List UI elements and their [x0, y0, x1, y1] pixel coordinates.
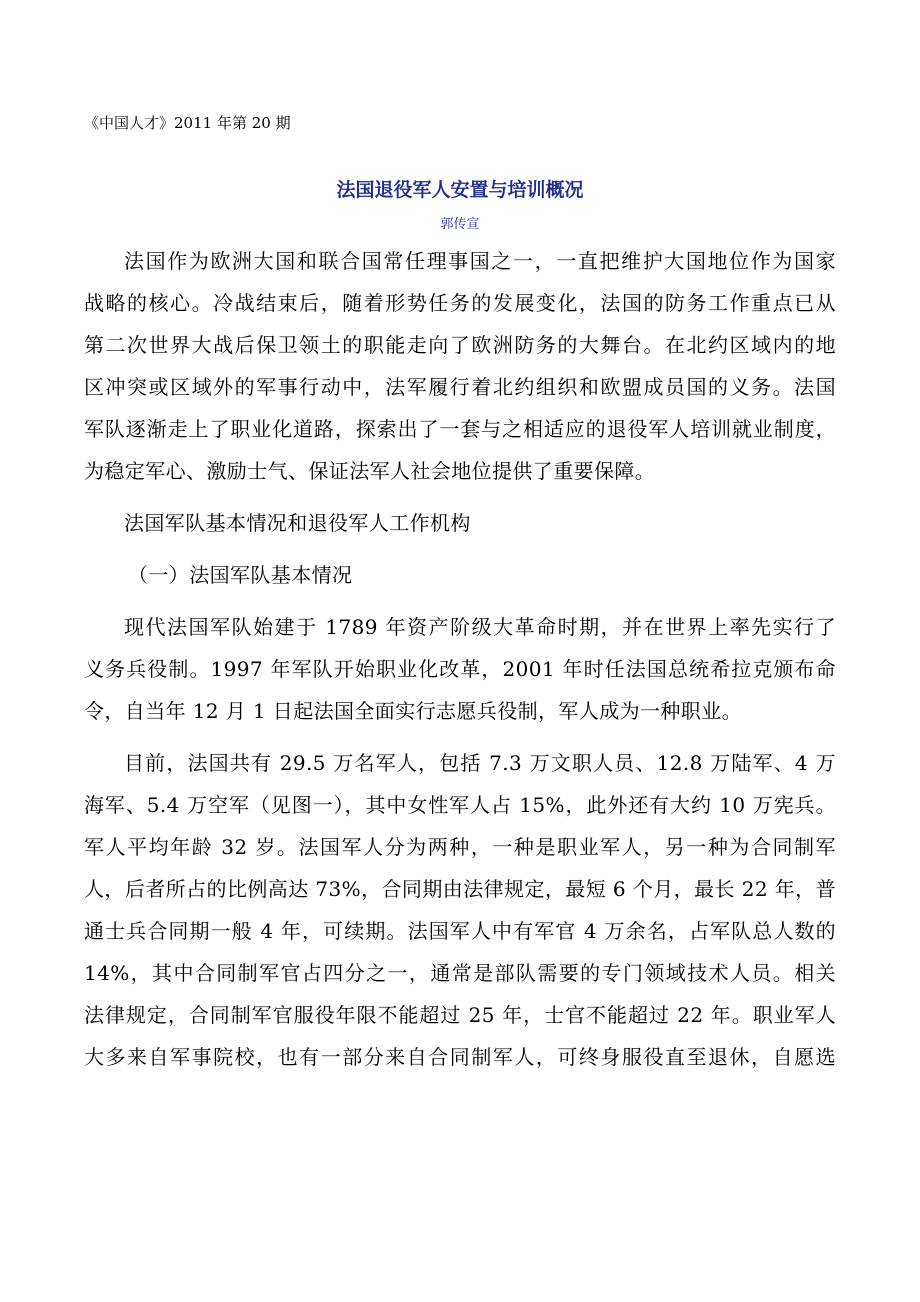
source-citation: 《中国人才》2011 年第 20 期	[84, 114, 291, 132]
subsection-heading	[84, 554, 836, 606]
paragraph-history	[84, 606, 836, 732]
text-line: 第二次世界大战后保卫领土的职能走向了欧洲防务的大舞台。在北约区域内的地	[84, 333, 836, 357]
text-line: 法律规定，合同制军官服役年限不能超过 25 年，士官不能超过 22 年。职业军人	[84, 1003, 836, 1027]
text-line: 目前，法国共有 29.5 万名军人，包括 7.3 万文职人员、12.8 万陆军、4 万	[124, 751, 836, 775]
paragraph-intro	[84, 240, 836, 492]
subsection-heading-text: （一）法国军队基本情况	[128, 563, 353, 587]
text-line: 通士兵合同期一般 4 年，可续期。法国军人中有军官 4 万余名，占军队总人数的	[84, 919, 836, 943]
section-heading-text: 法国军队基本情况和退役军人工作机构	[124, 511, 471, 535]
text-line: 法国作为欧洲大国和联合国常任理事国之一，一直把维护大国地位作为国家	[124, 249, 836, 273]
section-heading	[84, 492, 836, 554]
text-line: 令，自当年 12 月 1 日起法国全面实行志愿兵役制，军人成为一种职业。	[84, 699, 743, 723]
article-author: 郭传宣	[440, 217, 480, 232]
article-title: 法国退役军人安置与培训概况	[336, 179, 584, 201]
text-line: 海军、5.4 万空军（见图一），其中女性军人占 15%，此外还有大约 10 万宪兵。	[84, 793, 836, 817]
text-line: 战略的核心。冷战结束后，随着形势任务的发展变化，法国的防务工作重点已从	[84, 291, 836, 315]
text-line: 军队逐渐走上了职业化道路，探索出了一套与之相适应的退役军人培训就业制度，	[84, 417, 836, 441]
text-line: 大多来自军事院校，也有一部分来自合同制军人，可终身服役直至退休，自愿选	[84, 1045, 836, 1069]
article-body	[84, 240, 836, 1078]
text-line: 14%，其中合同制军官占四分之一，通常是部队需要的专门领域技术人员。相关	[84, 961, 836, 985]
text-line: 区冲突或区域外的军事行动中，法军履行着北约组织和欧盟成员国的义务。法国	[84, 375, 836, 399]
text-line: 义务兵役制。1997 年军队开始职业化改革，2001 年时任法国总统希拉克颁布命	[84, 657, 836, 681]
text-line: 现代法国军队始建于 1789 年资产阶级大革命时期，并在世界上率先实行了	[124, 615, 836, 639]
text-line: 军人平均年龄 32 岁。法国军人分为两种，一种是职业军人，另一种为合同制军	[84, 835, 836, 859]
text-line: 为稳定军心、激励士气、保证法军人社会地位提供了重要保障。	[84, 459, 656, 483]
paragraph-current-status	[84, 732, 836, 1078]
text-line: 人，后者所占的比例高达 73%，合同期由法律规定，最短 6 个月，最长 22 年，普	[84, 877, 836, 901]
